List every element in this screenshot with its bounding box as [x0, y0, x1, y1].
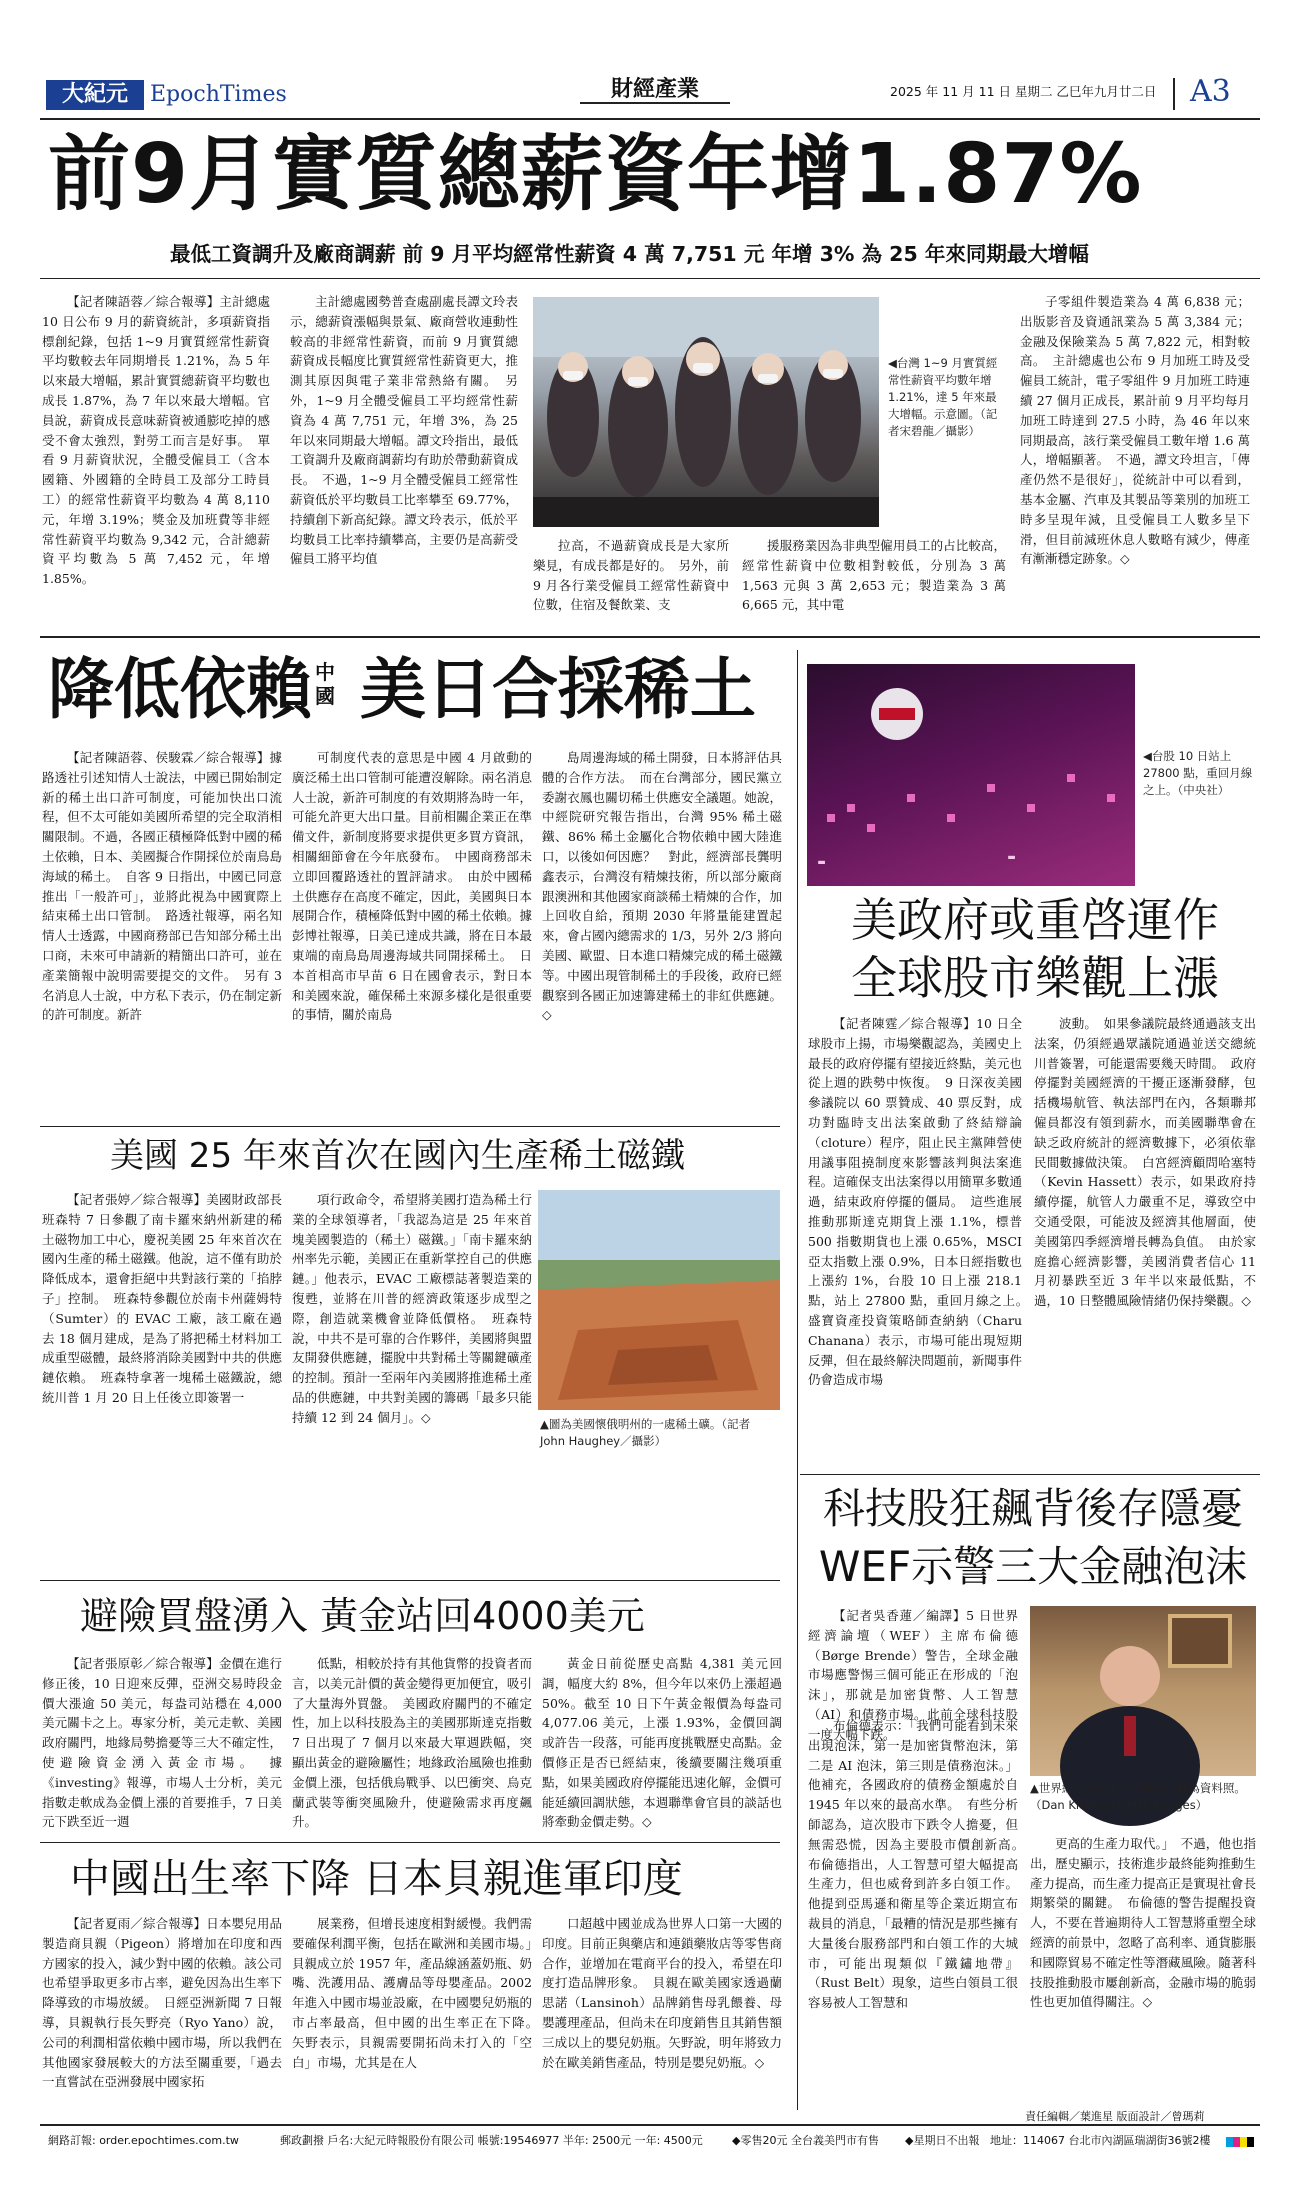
story6-photo	[807, 664, 1135, 886]
footer-postal: 郵政劃撥 戶名:大紀元時報股份有限公司 帳號:19546977 半年: 2500元 一年: 4500元	[280, 2134, 703, 2147]
story1-sub-rule	[40, 278, 1260, 279]
story2-headline-a: 降低依賴	[48, 651, 312, 728]
footer-rule	[40, 2124, 1260, 2126]
logo-en: EpochTimes	[150, 82, 287, 107]
story2-story3-rule	[40, 1126, 780, 1127]
story7-col1: 【記者吳香蓮／編譯】5 日世界經濟論壇（WEF）主席布倫德（Børge Brende）警告，全球金融市場應警惕三個可能正在形成的「泡沫」，那就是加密貨幣、人工智慧（AI）和債務市場。此前全球科技股一度大幅下跌。	[808, 1608, 1018, 1742]
logo-cn: 大紀元	[46, 80, 144, 110]
story4-col3: 黃金日前從歷史高點 4,381 美元回調，幅度大約 8%，但今年以來仍上漲超過 50%。截至 10 日下午黃金報價為每盎司 4,077.06 美元，上漲 1.93%，金價回調或許告一段落，可能再度挑戰歷史高點。金價修正是否已經結束，後續要關注幾項重點，如果美國政府停擺能迅速化解，金價可能延續回調狀態，本週聯準會官員的談話也將牽動金價走勢。◇	[542, 1656, 782, 1830]
story7-caption: ▲世界經濟論壇主席布倫德。圖為資料照。（Dan Kitwood/Getty Images）	[1030, 1781, 1246, 1812]
svg-text:-: -	[817, 850, 827, 875]
page-divider	[1173, 78, 1175, 110]
story3-headline: 美國 25 年來首次在國內生產稀土磁鐵	[110, 1136, 685, 1176]
footer-address: 地址：114067 台北市內湖區瑞湖街36號2樓	[990, 2134, 1211, 2147]
story7-col3: 更高的生產力取代。」 不過，他也指出，歷史顯示，技術進步最終能夠推動生產力提高，而生產力提高正是實現社會長期繁榮的關鍵。 布倫德的警告提醒投資人，不要在普遍期待人工智慧將重塑全球經濟的前景中，忽略了高利率、通貨膨脹和國際貿易不確定性等潛藏風險。隨著科技股推動股市屢創新高，金融市場的脆弱性也更加值得關注。◇	[1030, 1836, 1256, 2010]
section-name: 財經產業	[610, 77, 699, 102]
speaker-illustration	[1030, 1606, 1256, 1776]
story2-headline-b: 美日合採稀土	[360, 651, 756, 728]
color-registration-marks	[1226, 2132, 1256, 2142]
story5-col3: 口超越中國並成為世界人口第一大國的印度。目前正與藥店和連鎖藥妝店等零售商合作，並增加在電商平台的投入，希望在印度打造品牌形象。 貝親在歐美國家透過蘭思諾（Lansinoh）品牌銷售母乳餵養、母嬰護理產品，但尚未在印度銷售且其銷售額三成以上的嬰兒奶瓶。矢野說，明年將致力於在歐美銷售產品，特別是嬰兒奶瓶。◇	[542, 1916, 782, 2070]
footer-sunday: ◆星期日不出報	[905, 2134, 980, 2147]
story2-col2: 可制度代表的意思是中國 4 月啟動的廣泛稀土出口管制可能遭沒解除。兩名消息人士說，新許可制度的有效期將為時一年，可能允許更大出口量。目前相關企業正在準備文件，新制度將要求提供更多買方資訊，相關細節會在今年底發布。 中國商務部未立即回覆路透社的置評請求。 由於中國稀土供應存在高度不確定，因此，美國與日本展開合作，積極降低對中國的稀土依賴。據彭博社報導，日美已達成共識，將在日本最東端的南鳥島周邊海域共同開採稀土。 日本首相高市早苗 6 日在國會表示，對日本和美國來說，確保稀土來源多樣化是很重要的事情，關於南鳥	[292, 750, 532, 1023]
story5-col2: 展業務，但增長速度相對緩慢。我們需要確保利潤平衡，包括在歐洲和美國市場。」 貝親成立於 1957 年，產品線涵蓋奶瓶、奶嘴、洗護用品、護膚品等母嬰產品。2002 年進入中國市場並設廠，在中國嬰兒奶瓶的市占率最高，但中國的出生率正在下降。 矢野表示，貝親需要開拓尚未打入的「空白」市場，尤其是在人	[292, 1916, 545, 2070]
story4-col2: 低點，相較於持有其他貨幣的投資者而言，以美元計價的黃金變得更加便宜，吸引了大量海外買盤。 美國政府關門的不確定性，加上以科技股為主的美國那斯達克指數 7 日出現了 7 個月以來最大單週跌幅，突顯出黃金的避險屬性；地緣政治風險也推動金價上漲，包括俄烏戰爭、以巴衝突、烏克蘭武裝等衝突風險升，使避險需求再度飆升。	[292, 1656, 532, 1830]
svg-text:-: -	[1007, 845, 1017, 870]
story4-col1: 【記者張原彰／綜合報導】金價在進行修正後，10 日迎來反彈，亞洲交易時段金價大漲逾 50 美元，每盎司站穩在 4,000 美元關卡之上。專家分析，美元走軟、美國政府關門，地緣局勢擔憂等三大不確定性，使避險資金湧入黃金市場。 據《investing》報導，市場人士分析，美元指數走軟成為金價上漲的首要推手，7 日美元下跌至近一週	[42, 1656, 282, 1830]
story1-photo	[533, 297, 879, 527]
vertical-divider	[797, 650, 798, 2110]
story6-headline-2: 全球股市樂觀上漲	[851, 951, 1219, 1005]
rare-earth-mine-illustration	[538, 1190, 780, 1410]
story7-headline-1: 科技股狂飆背後存隱憂	[822, 1484, 1243, 1533]
story1-bottom-rule	[40, 636, 1260, 638]
story4-headline: 避險買盤湧入 黃金站回4000美元	[80, 1594, 645, 1638]
footer-subscription: 網路訂報: order.epochtimes.com.tw	[48, 2134, 239, 2147]
story3-photo	[538, 1190, 780, 1410]
story2-col1: 【記者陳語蓉、侯駿霖／綜合報導】據路透社引述知情人士說法，中國已開始制定新的稀土出口許可制度，可能加快出口流程，但不太可能如美國所希望的完全取消相關限制。不過，各國正積極降低對中國的稀土依賴，日本、美國擬合作開採位於南鳥島海域的稀土。 自客 9 日指出，中國已同意推出「一般許可」，並將此視為中國實際上結束稀土出口管制。 路透社報導，兩名知情人士透露，中國商務部已告知部分稀土出口商，未來可申請新的精簡出口許可，並在產業簡報中說明需要提交的文件。 另有 3 名消息人士說，中方私下表示，仍在制定新的許可制度。新許	[42, 750, 282, 1023]
yellow-mark	[1240, 2137, 1247, 2147]
story6-story7-rule	[800, 1474, 1260, 1475]
crowd-illustration	[533, 297, 879, 527]
cyan-mark	[1226, 2137, 1233, 2147]
story1-headline: 前9月實質總薪資年增1.87%	[48, 127, 1143, 222]
story7-photo	[1030, 1606, 1256, 1776]
story3-col2: 項行政命令，希望將美國打造為稀土行業的全球領導者，「我認為這是 25 年來首塊美國製造的（稀土）磁鐵。」「南卡羅來納州率先示範，美國正在重新掌控自己的供應鏈。」他表示，EVAC 工廠標誌著製造業的復甦，並將在川普的經濟政策逐步成型之際，創造就業機會並降低價格。 班森特說，中共不是可靠的合作夥伴，美國將與盟友開發供應鏈，擺脫中共對稀土等關鍵礦產的控制。預計一至兩年內美國將推進稀土產品的供應鏈，中共對美國的籌碼「最多只能持續 12 到 24 個月」。◇	[292, 1192, 532, 1425]
magenta-mark	[1233, 2137, 1240, 2147]
story1-subhead: 最低工資調升及廠商調薪 前 9 月平均經常性薪資 4 萬 7,751 元 年增 3% 為 25 年來同期最大增幅	[170, 242, 1089, 266]
story7-headline-2: WEF示警三大金融泡沫	[818, 1542, 1248, 1591]
story3-col1: 【記者張婷／綜合報導】美國財政部長班森特 7 日參觀了南卡羅來納州新建的稀土磁物加工中心，慶祝美國 25 年來首次在國內生產的稀土磁鐵。他說，這不僅有助於降低成本，還會拒絕中共對該行業的「掐脖子」控制。 班森特參觀位於南卡州薩姆特（Sumter）的 EVAC 工廠，該工廠在過去 18 個月建成，是為了將把稀土材料加工成重型磁體，最終將消除美國對中共的供應鏈依賴。 班森特拿著一塊稀土磁鐵說，總統川普 1 月 20 日上任後立即簽署一	[42, 1192, 282, 1405]
story1-col4: 援服務業因為非典型僱用員工的占比較高，經常性薪資中位數相對較低，分別為 3 萬 1,563 元與 3 萬 2,653 元；製造業為 3 萬 6,665 元，其中電	[742, 538, 1006, 613]
story3-story4-rule	[40, 1580, 780, 1581]
story6-col1: 【記者陳霆／綜合報導】10 日全球股市上揚，市場樂觀認為，美國史上最長的政府停擺有望接近終點，美元也從上週的跌勢中恢復。 9 日深夜美國參議院以 60 票贊成、40 票反對，成功對臨時支出法案啟動了終結辯論（cloture）程序，阻止民主黨陣營使用議事阻撓制度來影響該判與法案進程。這確保支出法案得以用簡單多數通過，結束政府停擺的僵局。 這些進展推動那斯達克期貨上漲 1.1%，標普 500 指數期貨也上漲 0.65%，MSCI 亞太指數上漲 0.9%，日本日經指數也上漲約 1%，台股 10 日上漲 218.1 點，站上 27800 點，重回月線之上。 盛寶資產投資策略師查納納（Charu Chanana）表示，市場可能出現短期反彈，但在最終解決問題前，新聞事件仍會造成市場	[808, 1016, 1035, 1388]
section-underline	[580, 102, 730, 104]
story6-caption: ◀台股 10 日站上 27800 點，重回月線之上。（中央社）	[1143, 749, 1253, 797]
story1-col3: 拉高，不過薪資成長是大家所樂見，有成長都是好的。 另外，前 9 月各行業受僱員工經常性薪資中位數，住宿及餐飲業、支	[533, 538, 729, 613]
page-number: A3	[1190, 74, 1231, 109]
story2-headline-small: 中國	[315, 660, 335, 708]
editor-credits: 責任編輯／葉進星 版面設計／曾瑪莉	[1025, 2110, 1205, 2123]
story5-col1: 【記者夏雨／綜合報導】日本嬰兒用品製造商貝親（Pigeon）將增加在印度和西方國家的投入，減少對中國的依賴。該公司也希望爭取更多市占率，避免因為出生率下降導致的市場放緩。 日經亞洲新聞 7 日報導，貝親執行長矢野亮（Ryo Yano）說，公司的利潤相當依賴中國市場，所以我們在其他國家發展較大的方法至關重要，「過去一直嘗試在亞洲發展中國家拓	[42, 1916, 282, 2090]
black-mark	[1247, 2137, 1254, 2147]
story2-col3: 島周邊海域的稀土開發，日本將評估具體的合作方法。 而在台灣部分，國民黨立委謝衣鳳也關切稀土供應安全議題。她說，中經院研究報告指出，台灣 95% 稀土磁鐵、86% 稀土金屬化合物依賴中國大陸進口，以後如何因應？ 對此，經濟部長龔明鑫表示，台灣沒有精煉技術，所以部分廠商跟澳洲和其他國家商談稀土精煉的合作，加上回收自給，預期 2030 年將量能建置起來，會占國內總需求的 1/3，另外 2/3 將向美國、歐盟、日本進口精煉完成的稀土磁鐵等。中國出現管制稀土的手段後，政府已經觀察到各國正加速籌建稀土的非紅供應鏈。◇	[542, 750, 782, 1023]
story1-caption: ◀台灣 1~9 月實質經常性薪資平均數年增 1.21%，達 5 年來最大增幅。示意圖。（記者宋碧龍／攝影）	[888, 356, 998, 438]
story1-col1: 【記者陳語蓉／綜合報導】主計總處 10 日公布 9 月的薪資統計，多項薪資指標創紀錄，包括 1~9 月實質經常性薪資平均數較去年同期增長 1.21%，為 5 年以來最大增幅，累計實質總薪資平均數也成長 1.87%，為 7 年以來最大增幅。官員說，薪資成長意味薪資被通膨吃掉的感受不會太強烈，對勞工而言是好事。 單看 9 月薪資狀況，全體受僱員工（含本國籍、外國籍的全時員工及部分工時員工）的經常性薪資平均數為 4 萬 8,110 元，年增 3.19%；獎金及加班費等非經常性薪資平均數為 9,342 元，合計總薪資平均數為 5 萬 7,452 元，年增 1.85%。	[42, 294, 270, 587]
story1-col2: 主計總處國勢普查處副處長譚文玲表示，總薪資漲幅與景氣、廠商營收連動性較高的非經常性薪資，而前 9 月實質總薪資成長幅度比實質經常性薪資更大，推測其原因與電子業非常熱絡有關。 另外，1~9 月全體受僱員工平均經常性薪資為 4 萬 7,751 元，年增 3%，為 25 年以來同期最大增幅。譚文玲指出，最低工資調升及廠商調薪均有助於帶動薪資成長。 不過，1~9 月全體受僱員工經常性薪資低於平均數員工比率攀至 69.77%，持續創下新高紀錄。譚文玲表示，低於平均數員工比率持續攀高，主要仍是高薪受僱員工將平均值	[290, 294, 518, 567]
stock-board-illustration	[807, 664, 1135, 886]
story1-col5: 子零組件製造業為 4 萬 6,838 元；出版影音及資通訊業為 5 萬 3,384 元；金融及保險業為 5 萬 7,822 元，相對較高。 主計總處也公布 9 月加班工時及受僱員工統計，電子零組件 9 月加班工時連續 27 個月正成長，累計前 9 月平均每月加班工時達到 27.5 小時，為 46 年以來同期最高，該行業受僱員工數年增 1.6 萬人，增幅顯著。 不過，譚文玲坦言，「傳產仍然不是很好」，從統計中可以看到，基本金屬、汽車及其製品等業別的加班工時多呈現年減，且受僱員工人數多呈下滑，但目前減班休息人數略有減少，傳產有漸漸穩定跡象。◇	[1020, 294, 1250, 567]
story3-caption: ▲圖為美國懷俄明州的一處稀土礦。（記者 John Haughey／攝影）	[540, 1417, 751, 1448]
story6-headline-1: 美政府或重啓運作	[851, 893, 1219, 947]
issue-date: 2025 年 11 月 11 日 星期二 乙巳年九月廿二日	[890, 84, 1157, 99]
story7-col2: 布倫德表示：「我們可能看到未來出現泡沫，第一是加密貨幣泡沫，第二是 AI 泡沫，第三則是債務泡沫。」他補充，各國政府的債務金額處於自 1945 年以來的最高水準。 有些分析師認為，這次股市下跌令人擔憂，但無需恐慌，因為主要股市價創新高。 布倫德指出，人工智慧可望大幅提高生產力，但也威脅到許多白領工作。他提到亞馬遜和衛星等企業近期宣布裁員的消息，「最糟的情況是那些擁有大量後台服務部門和白領工作的大城市，可能出現類似『鐵鏽地帶』（Rust Belt）現象，這些白領員工很容易被人工智慧和	[808, 1718, 1031, 2011]
story6-col2: 波動。 如果參議院最終通過該支出法案，仍須經過眾議院通過並送交總統川普簽署，可能還需要幾天時間。 政府停擺對美國經濟的干擾正逐漸發酵，包括機場航管、執法部門在內，各類聯邦僱員都沒有領到薪水，而美國聯準會在缺乏政府統計的經濟數據下，必須依靠民間數據做決策。 白宮經濟顧問哈塞特（Kevin Hassett）表示，如果政府持續停擺，航管人力嚴重不足，導致空中交通受限，可能波及經濟其他層面，使美國第四季經濟增長轉為負值。 由於家庭擔心經濟影響，美國消費者信心 11 月初暴跌至近 3 年半以來最低點，不過，10 日整體風險情緒仍保持樂觀。◇	[1034, 1016, 1256, 1309]
story5-headline: 中國出生率下降 日本貝親進軍印度	[70, 1856, 683, 1902]
story4-story5-rule	[40, 1842, 780, 1843]
footer-retail: ◆零售20元 全台義美門市有售	[732, 2134, 879, 2147]
